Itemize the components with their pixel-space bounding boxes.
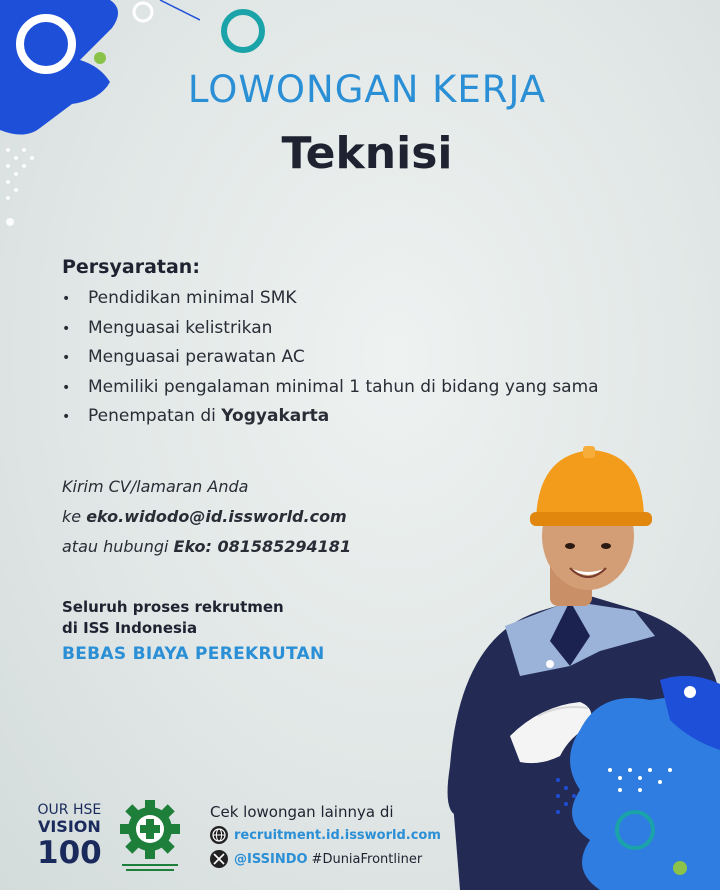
contact-email[interactable]: eko.widodo@id.issworld.com [86, 507, 347, 526]
decorative-shapes-bottom-right [540, 660, 720, 890]
contact-name: Eko: [173, 537, 212, 556]
social-link[interactable] [210, 850, 422, 868]
website-link[interactable] [210, 826, 441, 844]
requirements-list [62, 284, 599, 432]
contact-line-2: ke eko.widodo@id.issworld.com [62, 507, 347, 526]
hashtag: #DuniaFrontliner [311, 851, 423, 867]
requirements-heading: Persyaratan: [62, 256, 200, 278]
job-position: Teknisi [281, 128, 453, 179]
requirement-item: • Menguasai perawatan AC [62, 347, 305, 367]
contact-phone[interactable]: 081585294181 [211, 537, 352, 556]
contact-line-3: atau hubungi Eko: 081585294181 [62, 537, 352, 556]
more-jobs-label: Cek lowongan lainnya di [210, 803, 394, 821]
contact-line-1: Kirim CV/lamaran Anda [62, 477, 249, 496]
hse-vision-logo: OUR HSE VISION 100 [37, 802, 102, 871]
requirement-item: • Menguasai kelistrikan [62, 317, 273, 338]
free-of-charge-label: BEBAS BIAYA PEREKRUTAN [62, 644, 325, 664]
contact-instructions [62, 472, 351, 562]
requirement-item: • Pendidikan minimal SMK [62, 288, 297, 308]
social-handle[interactable]: @ISSINDO [234, 851, 308, 867]
requirement-item: • Penempatan di Yogyakarta [62, 406, 330, 426]
free-recruitment-notice: Seluruh proses rekrutmen di ISS Indonesia BEBAS BIAYA PEREKRUTAN [62, 597, 325, 667]
poster-title: LOWONGAN KERJA [187, 68, 547, 111]
globe-icon [210, 826, 228, 844]
decorative-ring [218, 6, 268, 56]
website-url[interactable]: recruitment.id.issworld.com [234, 827, 441, 843]
x-logo-icon [210, 850, 228, 868]
decorative-shapes-top-left [0, 0, 200, 240]
requirement-item: • Memiliki pengalaman minimal 1 tahun di bidang yang sama [62, 376, 599, 397]
k3-safety-logo [116, 800, 184, 876]
placement-city: Yogyakarta [221, 406, 330, 426]
